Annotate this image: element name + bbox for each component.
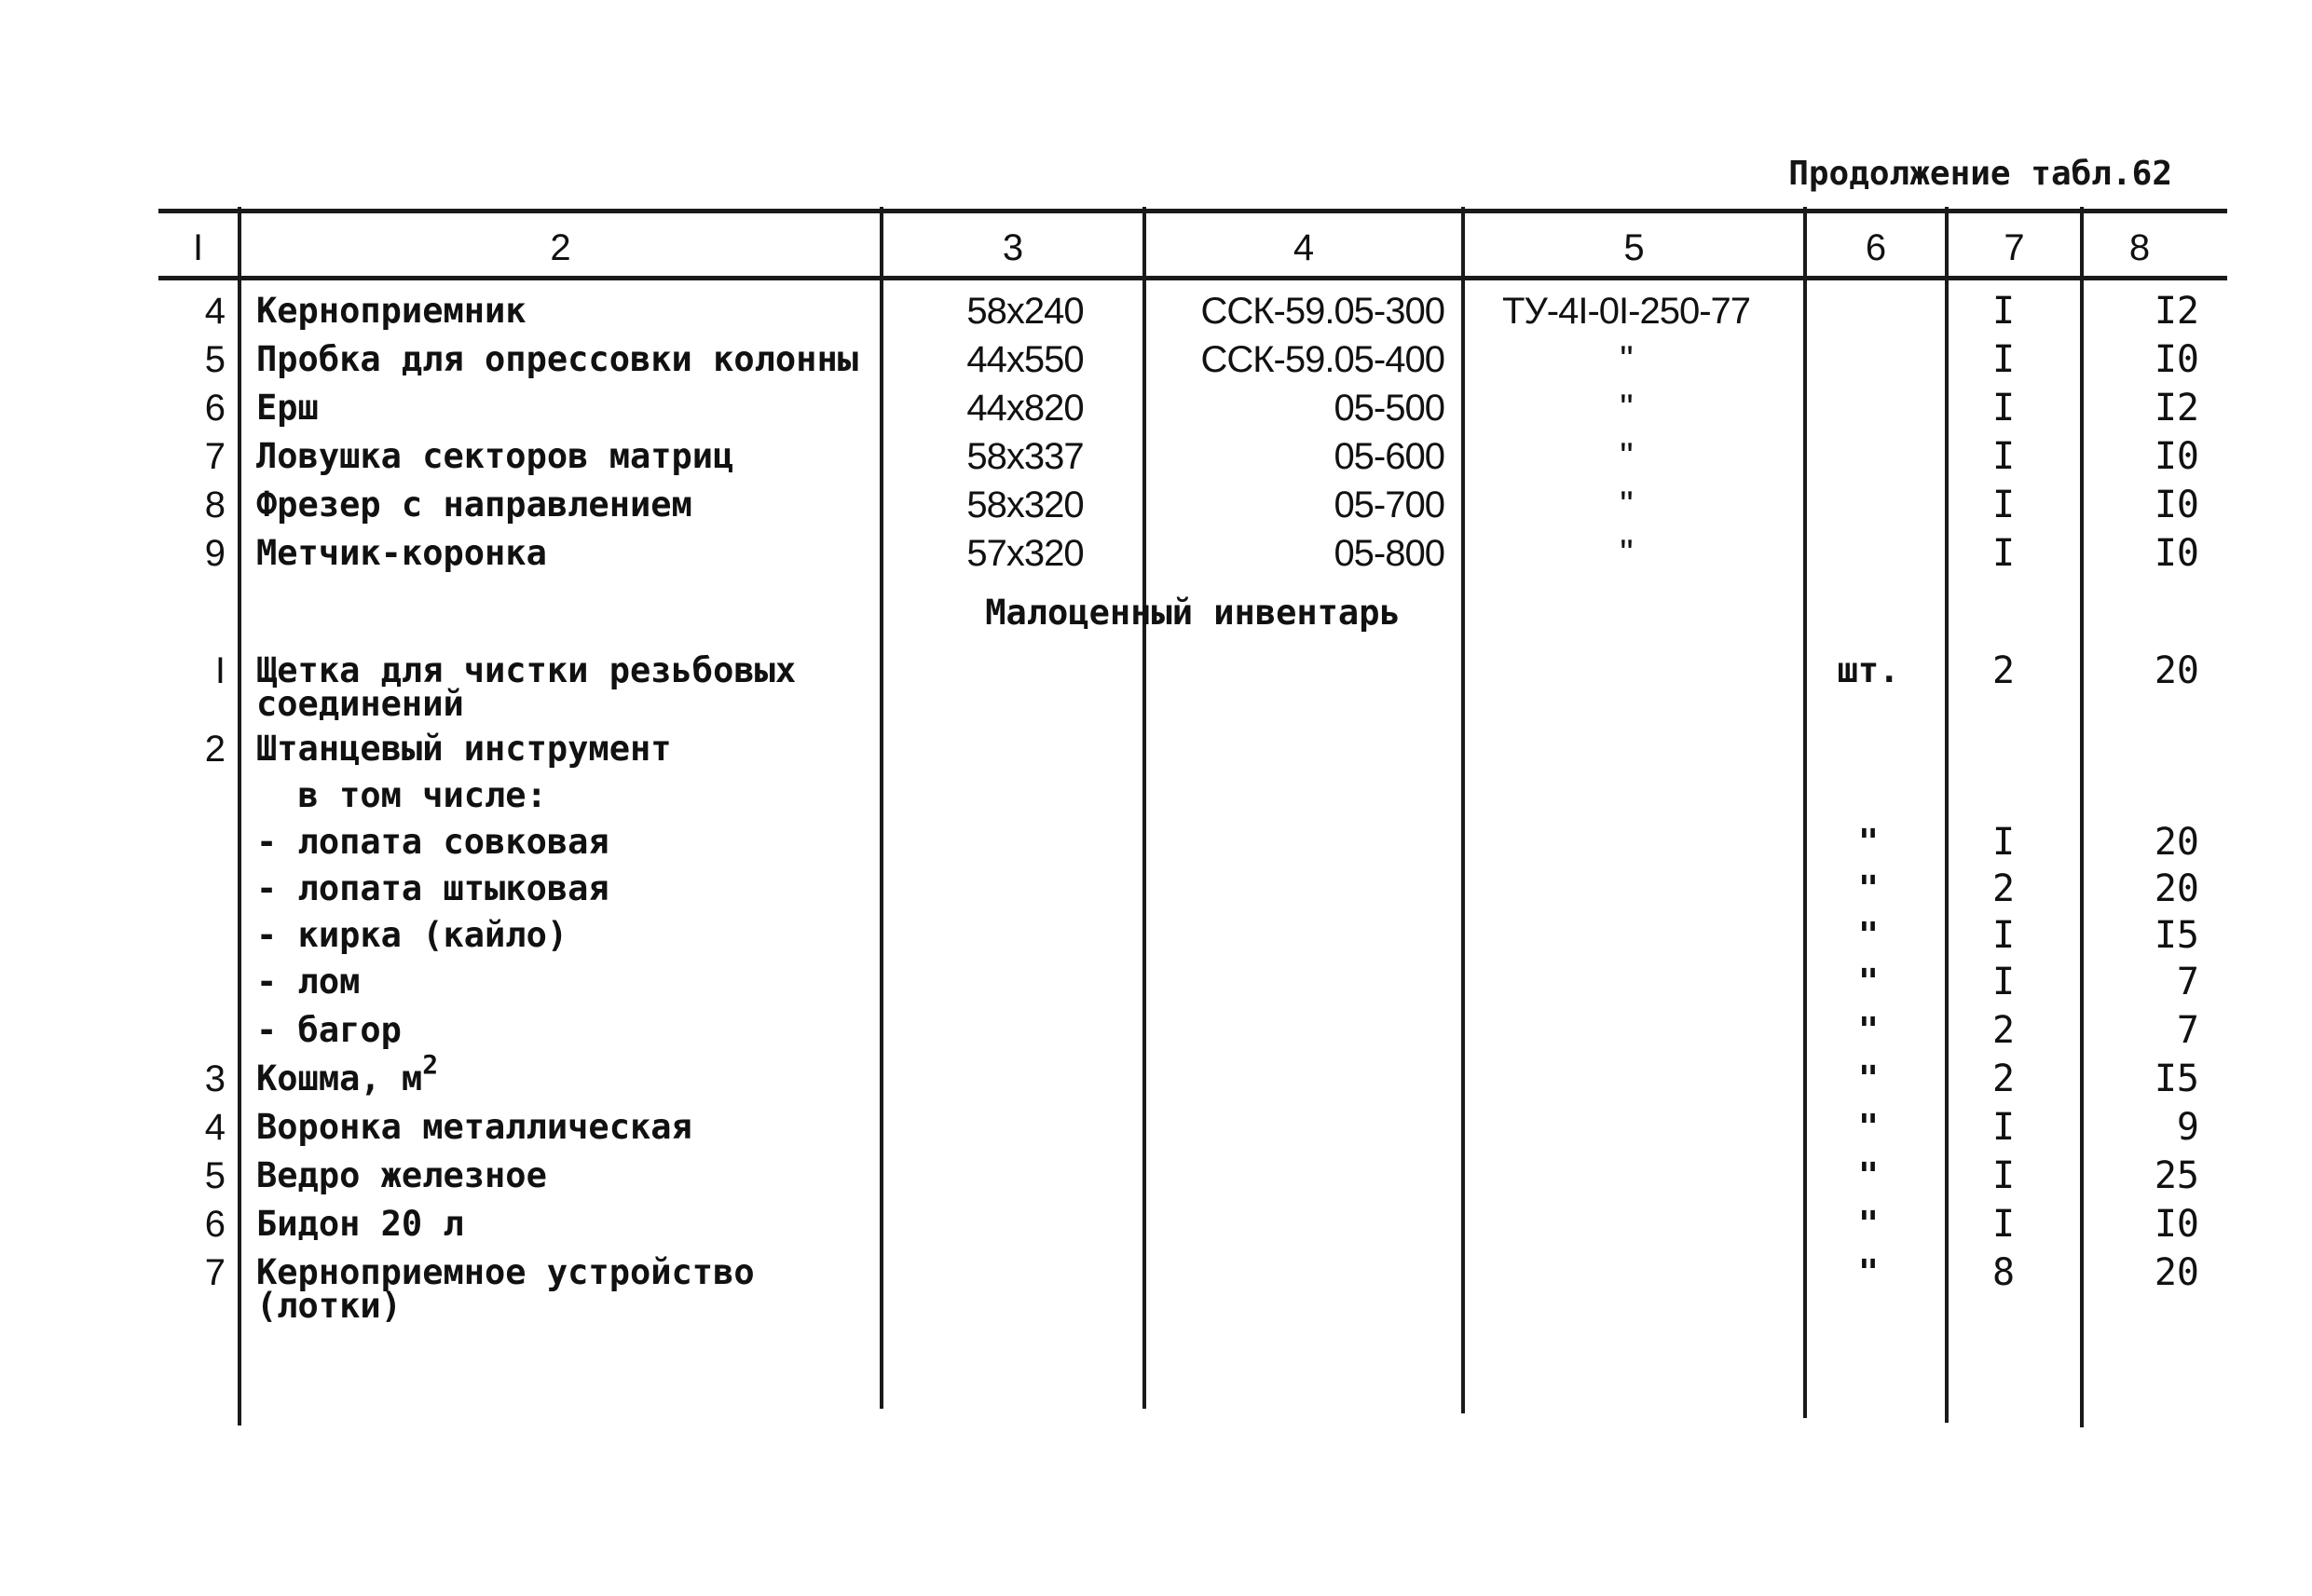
- item-col7: I: [1991, 532, 2016, 575]
- item-code: 05-700: [1334, 484, 1444, 525]
- table-top-rule: [158, 209, 2227, 213]
- item-name: Пробка для опрессовки колонны: [256, 339, 859, 379]
- item-code: ССК-59.05-300: [1200, 291, 1444, 332]
- row-number: 7: [204, 1252, 226, 1293]
- table-caption: Продолжение табл.62: [1788, 155, 2172, 193]
- item-col8: 9: [2176, 1106, 2199, 1149]
- item-name-text: Кошма, м: [256, 1058, 423, 1098]
- header-col-7: 7: [2004, 227, 2025, 268]
- header-col-4: 4: [1293, 227, 1315, 268]
- item-name: Щетка для чистки резьбовых соединений: [256, 650, 797, 724]
- item-col8: 25: [2154, 1154, 2199, 1197]
- item-col8: I5: [2154, 1057, 2199, 1100]
- row-number: 2: [204, 729, 226, 770]
- item-col7: 2: [1991, 867, 2016, 910]
- item-col7: I: [1991, 435, 2016, 478]
- item-name: - лопата совковая: [256, 822, 609, 862]
- item-name: [256, 1049, 439, 1106]
- row-number: 9: [204, 533, 226, 574]
- row-number: 6: [204, 388, 226, 429]
- item-unit: ": [1857, 822, 1880, 862]
- item-name: - кирка (кайло): [256, 915, 568, 955]
- item-unit: ": [1857, 1252, 1880, 1292]
- item-col7: 2: [1991, 1009, 2016, 1052]
- superscript: 2: [422, 1049, 439, 1080]
- item-col8: I0: [2154, 1203, 2199, 1246]
- item-col7: I: [1991, 1106, 2016, 1149]
- row-number: 3: [204, 1058, 226, 1099]
- item-col8: I0: [2154, 338, 2199, 381]
- row-number: I: [214, 650, 226, 691]
- item-name: в том числе:: [256, 775, 547, 815]
- item-col7: I: [1991, 1154, 2016, 1197]
- item-size: 44x820: [966, 388, 1084, 429]
- item-code: 05-600: [1334, 436, 1444, 477]
- row-number: 5: [204, 339, 226, 380]
- item-col8: I0: [2154, 484, 2199, 526]
- row-number: 6: [204, 1204, 226, 1245]
- item-standard: ": [1620, 436, 1633, 477]
- item-col8: I2: [2154, 387, 2199, 430]
- header-col-5: 5: [1623, 227, 1645, 268]
- item-size: 58x337: [966, 436, 1084, 477]
- item-code: ССК-59.05-400: [1200, 339, 1444, 380]
- item-standard: ТУ-4I-0I-250-77: [1501, 291, 1751, 332]
- column-divider: [880, 207, 883, 1409]
- item-unit: ": [1857, 1204, 1880, 1244]
- item-col8: I0: [2154, 435, 2199, 478]
- item-col8: 20: [2154, 1251, 2199, 1294]
- row-number: 4: [204, 1107, 226, 1148]
- item-col7: 2: [1991, 649, 2016, 692]
- item-col8: I2: [2154, 290, 2199, 333]
- item-col8: 7: [2176, 961, 2199, 1003]
- header-col-8: 8: [2128, 227, 2151, 268]
- item-code: 05-500: [1334, 388, 1444, 429]
- item-standard: ": [1620, 339, 1633, 380]
- item-col8: I5: [2154, 914, 2199, 957]
- item-name: Керноприемное устройство (лотки): [256, 1252, 755, 1326]
- item-col7: I: [1991, 821, 2016, 864]
- item-col8: 20: [2154, 649, 2199, 692]
- item-name: Ведро железное: [256, 1155, 547, 1195]
- item-code: 05-800: [1334, 533, 1444, 574]
- item-unit: ": [1857, 1155, 1880, 1195]
- item-col8: I0: [2154, 532, 2199, 575]
- item-name: Штанцевый инструмент: [256, 729, 672, 769]
- item-size: 57x320: [966, 533, 1084, 574]
- item-name: Ерш: [256, 388, 319, 428]
- item-unit: ": [1857, 1107, 1880, 1147]
- item-unit: шт.: [1837, 650, 1900, 690]
- column-divider: [238, 207, 241, 1425]
- item-col8: 7: [2176, 1009, 2199, 1052]
- item-col7: 8: [1991, 1251, 2016, 1294]
- item-unit: ": [1857, 915, 1880, 955]
- item-name: Метчик-коронка: [256, 533, 547, 573]
- row-number: 8: [204, 484, 226, 525]
- item-name: Фрезер с направлением: [256, 484, 692, 525]
- item-col7: I: [1991, 961, 2016, 1003]
- item-size: 44x550: [966, 339, 1084, 380]
- item-col7: I: [1991, 338, 2016, 381]
- item-unit: ": [1857, 1058, 1880, 1098]
- item-standard: ": [1620, 533, 1633, 574]
- item-name: - лопата штыковая: [256, 868, 609, 908]
- item-name: Воронка металлическая: [256, 1107, 692, 1147]
- item-col7: I: [1991, 387, 2016, 430]
- item-col8: 20: [2154, 821, 2199, 864]
- item-col7: I: [1991, 914, 2016, 957]
- item-unit: ": [1857, 1010, 1880, 1050]
- item-name: - лом: [256, 962, 361, 1002]
- item-name: Керноприемник: [256, 291, 527, 331]
- item-name: Бидон 20 л: [256, 1204, 464, 1244]
- item-size: 58x320: [966, 484, 1084, 525]
- row-number: 7: [204, 436, 226, 477]
- item-name: Ловушка секторов матриц: [256, 436, 734, 476]
- header-col-1: I: [192, 227, 204, 268]
- item-col7: I: [1991, 484, 2016, 526]
- header-col-6: 6: [1865, 227, 1887, 268]
- item-size: 58x240: [966, 291, 1084, 332]
- header-col-2: 2: [550, 227, 571, 268]
- row-number: 4: [204, 291, 226, 332]
- table-header-rule: [158, 276, 2227, 280]
- item-name: - багор: [256, 1010, 402, 1050]
- item-unit: ": [1857, 962, 1880, 1002]
- item-unit: ": [1857, 868, 1880, 908]
- header-col-3: 3: [1002, 227, 1024, 268]
- item-standard: ": [1620, 484, 1633, 525]
- item-col8: 20: [2154, 867, 2199, 910]
- row-number: 5: [204, 1155, 226, 1196]
- item-standard: ": [1620, 388, 1633, 429]
- section-title: Малоценный инвентарь: [985, 593, 1401, 633]
- item-col7: 2: [1991, 1057, 2016, 1100]
- item-col7: I: [1991, 1203, 2016, 1246]
- item-col7: I: [1991, 290, 2016, 333]
